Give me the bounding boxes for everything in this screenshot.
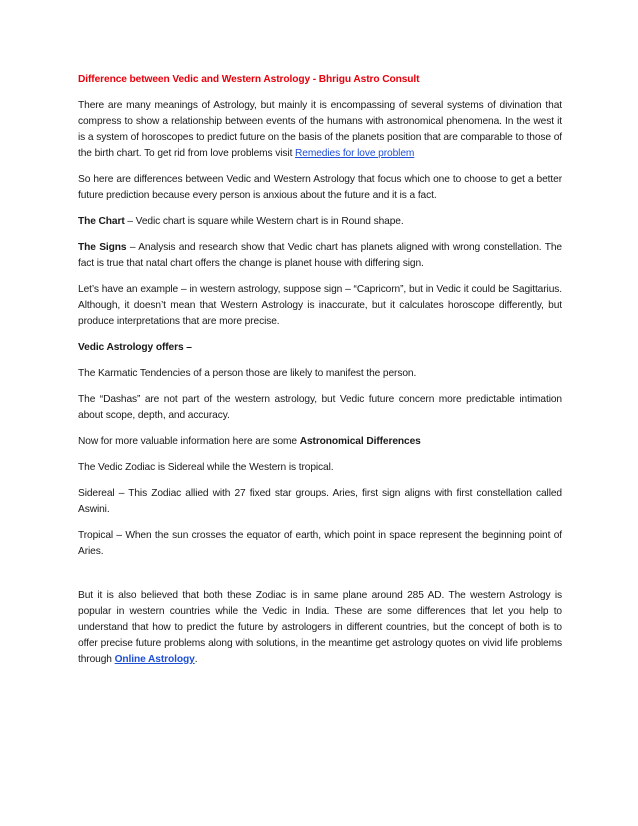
document-title: Difference between Vedic and Western Astrology - Bhrigu Astro Consult [78, 74, 420, 85]
paragraph-conclusion [78, 588, 562, 668]
chart-label: The Chart [78, 216, 125, 227]
paragraph-tropical: Tropical – When the sun crosses the equator of earth, which point in space represent the beginning point of Aries. [78, 530, 562, 557]
paragraph-intro-text: There are many meanings of Astrology, but mainly it is encompassing of several systems of divination that compress to show a relationship between events of the humans with astronomical phenomena. In the west it is a system of horoscopes to predict future on the basis of the planets position that are comparable to those of the birth chart. To get rid from love problems visit [78, 100, 562, 159]
remedies-love-problem-link[interactable]: Remedies for love problem [295, 148, 415, 159]
chart-text: – Vedic chart is square while Western chart is in Round shape. [124, 216, 404, 227]
paragraph-dashas: The “Dashas” are not part of the western astrology, but Vedic future concern more predictable intimation about scope, depth, and accuracy. [78, 394, 562, 421]
signs-label: The Signs [78, 242, 127, 253]
paragraph-zodiac: The Vedic Zodiac is Sidereal while the Western is tropical. [78, 462, 334, 473]
paragraph-differences: So here are differences between Vedic and Western Astrology that focus which one to choose to get a better future prediction because every person is anxious about the future and it is a fact. [78, 174, 562, 201]
astronomical-bold: Astronomical Differences [299, 436, 421, 447]
paragraph-example: Let’s have an example – in western astrology, suppose sign – “Capricorn”, but in Vedic it could be Sagittarius. Although, it doesn’t mean that Western Astrology is inaccurate, but it calculates horoscope differently, but produce interpretations that are more precise. [78, 284, 562, 327]
paragraph-intro [78, 98, 562, 162]
paragraph-signs [78, 240, 562, 272]
astronomical-text: Now for more valuable information here are some [78, 436, 300, 447]
conclusion-text: But it is also believed that both these Zodiac is in same plane around 285 AD. The western Astrology is popular in western countries while the Vedic in India. These are some differences that let you help to understand that how to predict the future by astrologers in different countries, but the concept of both is to offer precise future problems along with solutions, in the meantime get astrology quotes on vivid life problems through [78, 590, 562, 665]
online-astrology-link[interactable]: Online Astrology [114, 654, 195, 665]
vedic-offers-heading [78, 340, 562, 356]
paragraph-astronomical [78, 434, 562, 450]
document-page [78, 72, 562, 678]
paragraph-karmatic: The Karmatic Tendencies of a person those are likely to manifest the person. [78, 368, 417, 379]
paragraph-chart [78, 214, 562, 230]
paragraph-sidereal: Sidereal – This Zodiac allied with 27 fixed star groups. Aries, first sign aligns with first constellation called Aswini. [78, 488, 562, 515]
conclusion-end: . [194, 654, 198, 665]
signs-text: – Analysis and research show that Vedic chart has planets aligned with wrong constellation. The fact is true that natal chart offers the change is planet house with differing sign. [78, 242, 562, 269]
vedic-offers-heading-text: Vedic Astrology offers – [78, 342, 192, 353]
